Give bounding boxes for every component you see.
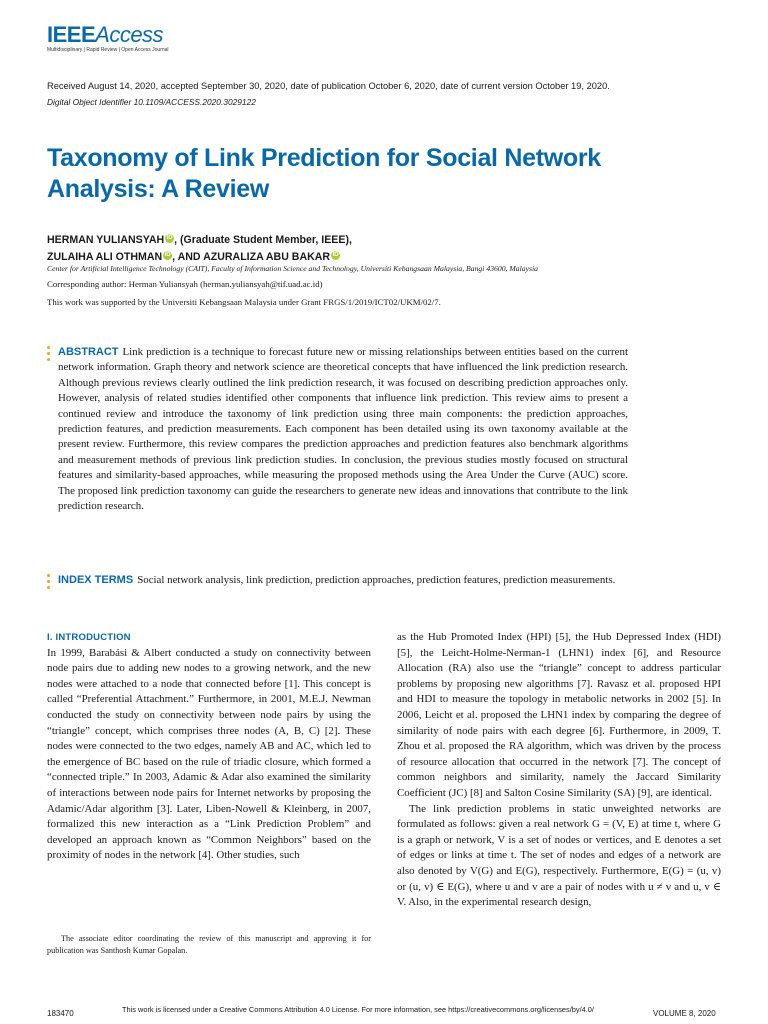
orcid-icon[interactable]: iD <box>332 252 339 258</box>
author-name: HERMAN YULIANSYAH <box>47 234 165 246</box>
index-terms-text: Social network analysis, link prediction, prediction approaches, prediction features, prediction measurements. <box>137 574 616 586</box>
license-note: This work is licensed under a Creative Commons Attribution 4.0 License. For more information, see https://creativecommons.org/licenses/by/4.0/ <box>122 1005 594 1014</box>
corresponding-author: Corresponding author: Herman Yuliansyah (herman.yuliansyah@tif.uad.ac.id) <box>47 279 323 289</box>
author-list <box>47 232 352 266</box>
abstract-marker-icon <box>47 346 50 364</box>
body-paragraph: In 1999, Barabási & Albert conducted a study on connectivity between node pairs due to adding new nodes to a growing network, and the new nodes were attached to a node that connected before [1]. This concept is called “Preferential Attachment.” Furthermore, in 2001, M.E.J. Newman conducted the study on connectivity between node pairs by using the “triangle” concept, which comprises three nodes (A, B, C) [2]. These nodes were connected to the two edges, namely AB and AC, which led to the emergence of BC based on the rule of triadic closure, which formed a “connected triple.” In 2003, Adamic & Adar also examined the similarity of interactions between node pairs for Internet networks by proposing the Adamic/Adar algorithm [3]. Later, Liben-Nowell & Kleinberg, in 2007, formalized this new interaction as a “Link Prediction Problem” and developed an approach known as “Common Neighbors” based on the proximity of nodes in the network [4]. Other studies, such <box>47 646 371 862</box>
page-number: 183470 <box>47 1009 74 1018</box>
title-line-1: Taxonomy of Link Prediction for Social Network <box>47 144 601 172</box>
orcid-icon[interactable]: iD <box>164 252 171 258</box>
title-line-2: Analysis: A Review <box>47 175 270 203</box>
affiliation: Center for Artificial Intelligence Technology (CAIT), Faculty of Information Science and Technology, Universiti Kebangsaan Malaysia, Bangi 43600, Malaysia <box>47 264 539 273</box>
index-terms-label: INDEX TERMS <box>58 574 134 586</box>
body-paragraph: The link prediction problems in static unweighted networks are formulated as follows: given a real network G = (V, E) at time t, where G is a graph or network, V is a set of nodes or vertices, and E denotes a set of edges or links at time t. The set of nodes and edges of a network are also denoted by V(G) and E(G), respectively. Furthermore, E(G) = (u, v) or (u, v) ∈ E(G), where u and v are a pair of nodes with u ≠ v and u, v ∈ V. Also, in the experimental research design, <box>397 802 721 909</box>
author-affil-note: , (Graduate Student Member, IEEE), <box>174 234 352 246</box>
section-heading: I. INTRODUCTION <box>47 632 131 643</box>
author-name: , AND AZURALIZA ABU BAKAR <box>172 251 331 263</box>
abstract-text: Link prediction is a technique to forecast future new or missing relationships between entities based on the current network information. Graph theory and network science are theoretical concepts that have influenced the link prediction research. Although previous reviews clearly outlined the link prediction research, it was focused on describing prediction approaches only. However, analysis of related studies identified other components that influence link prediction. This review aims to present a continued review and introduce the taxonomy of link prediction using three main components: the prediction approaches, prediction features, and prediction measurements. Each component has been detailed using its own taxonomy available at the present review. Furthermore, this review compares the prediction approaches and prediction features also benchmark algorithms and measurement methods of previous link prediction studies. In conclusion, the previous studies mostly focused on structural features and similarity-based approaches, while measuring the proposed methods using the Area Under the Curve (AUC) score. The proposed link prediction taxonomy can guide the researchers to generate new ideas and innovations that contribute to the link prediction research. <box>58 346 628 513</box>
column-right <box>397 630 721 911</box>
column-left <box>47 630 371 864</box>
logo-tagline: Multidisciplinary | Rapid Review | Open Access Journal <box>47 47 169 53</box>
body-paragraph: as the Hub Promoted Index (HPI) [5], the Hub Depressed Index (HDI) [5], the Leicht-Holme-Nerman-1 (LHN1) index [6], and Resource Allocation (RA) also use the “triangle” concept to address particular problems by proposing new algorithms [7]. Ravasz et al. proposed HPI and HDI to measure the topology in metabolic networks in 2002 [5]. In 2006, Leicht et al. proposed the LHN1 index by comparing the degree of similarity of node pairs with each degree [6]. Furthermore, in 2009, T. Zhou et al. proposed the RA algorithm, which was driven by the process of resource allocation that occurred in the network [7]. The concept of common neighbors and similarity, namely the Jaccard Similarity Coefficient (JC) [8] and Salton Cosine Similarity (SA) [9], are identical. <box>397 631 721 799</box>
journal-logo <box>47 22 169 53</box>
index-terms <box>58 573 628 588</box>
volume-label: VOLUME 8, 2020 <box>653 1009 716 1018</box>
doi: Digital Object Identifier 10.1109/ACCESS.2020.3029122 <box>47 97 256 107</box>
index-terms-marker-icon <box>47 574 50 592</box>
author-name: ZULAIHA ALI OTHMAN <box>47 251 163 263</box>
abstract-label: ABSTRACT <box>58 346 119 358</box>
paper-title <box>47 143 647 205</box>
received-dates: Received August 14, 2020, accepted September 30, 2020, date of publication October 6, 2020, date of current version October 19, 2020. <box>47 81 610 91</box>
logo-access: Access <box>95 22 164 47</box>
funding-note: This work was supported by the Universiti Kebangsaan Malaysia under Grant FRGS/1/2019/ICT02/UKM/02/7. <box>47 297 441 307</box>
logo-ieee: IEEE <box>47 22 96 47</box>
footnote: The associate editor coordinating the review of this manuscript and approving it for publication was Santhosh Kumar Gopalan. <box>47 934 371 955</box>
orcid-icon[interactable]: iD <box>166 235 173 241</box>
abstract <box>58 345 628 514</box>
